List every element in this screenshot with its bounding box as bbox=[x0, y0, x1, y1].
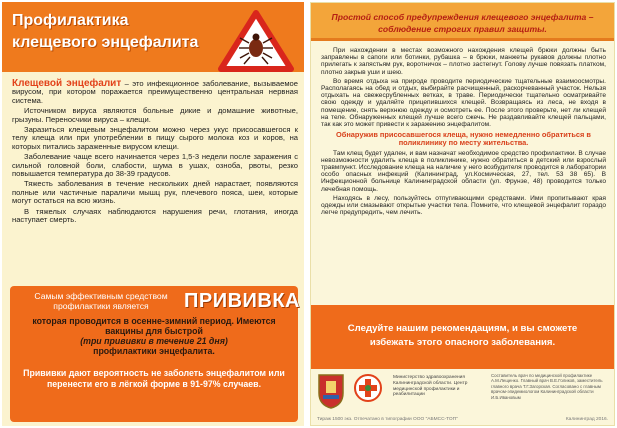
city-year-text: Калининград 2016. bbox=[565, 417, 608, 422]
credits-text: Составитель врач по медицинской профилактике А.М.Лещенко. Главный врач В.Е.Голиков, заместитель главного врача Т.Г.Загорская. Согласовано с главным врачом-эпидемиологом Калининградской области И.Б.Ивановым bbox=[491, 373, 603, 400]
vaccination-heading: ПРИВИВКА bbox=[184, 290, 301, 312]
left-header bbox=[2, 2, 304, 72]
recommendation-line1: Следуйте нашим рекомендациям, и вы сможете bbox=[347, 323, 578, 334]
paragraph-clinic: Там клещ будет удален, и вам назначат необходимое средство профилактики. В случае невозможности удалить клеща в поликлинике, нужно обратиться в детский или взрослый травмпункт. Исследование клеща на наличие у него возбудителя проводится в лаборатории особо опасных инфекций (Калининград, ул.Космическая, 27, тел. 53 38 65). В Инфекционной больнице Калининградской области (ул. Фрунзе, 48) проводится только лечебная помощь. bbox=[321, 149, 606, 193]
intro-paragraph bbox=[12, 80, 298, 105]
paragraph-repellents: Находясь в лесу, пользуйтесь отпугивающими средствами. Ими пропитывают края одежды или смазывают открытые участки тела. Помните, что клещевой энцефалит гораздо легче предупредить, чем лечить. bbox=[321, 194, 606, 217]
vaccination-three-shots: (три прививки в течение 21 дня) bbox=[80, 336, 228, 346]
recommendation-line2: избежать этого опасного заболевания. bbox=[369, 337, 556, 348]
right-header bbox=[311, 3, 614, 41]
paragraph-inspection: Во время отдыха на природе проводите периодические тщательные взаимоосмотры. Располагаясь на обед и отдых, выбирайте расчищенный, раскорчеванный участок. Нельзя отдыхать на свежесрубленных ветках, в траве. Периодически тщательно осматривайте свою одежду и удаляйте прицепившихся клещей. Возвращаясь из леса, не входя в помещение, снять верхнюю одежду и осмотреть ее. После этого проверьте, нет ли клещей на теле. Обнаруженных клещей лучше всего сжечь. Не раздавливайте клещей пальцами, так как это может привести к заражению энцефалитом. bbox=[321, 77, 606, 129]
left-body-text bbox=[12, 80, 298, 227]
vaccination-purpose: профилактики энцефалита. bbox=[93, 346, 215, 356]
vaccination-box bbox=[10, 286, 301, 422]
circulation-text: Тираж 1500 экз. Отпечатано в типографии ООО "АБМСС-ТОП" bbox=[317, 417, 458, 422]
paragraph-infection: Заразиться клещевым энцефалитом можно через укус присосавшегося к телу клеща или при употреблении в пищу сырого молока коз и коров, на которых питались зараженные вирусом клещи. bbox=[12, 125, 298, 151]
paragraph-symptoms: Заболевание чаще всего начинается через 1,5-3 недели после заражения с сильной головной боли, слабости, шума в ушах, озноба, рвоты, резко повышается температура до 38-39 градусов. bbox=[12, 152, 298, 179]
left-title-line2: клещевого энцефалита bbox=[12, 34, 199, 51]
right-panel bbox=[310, 2, 615, 426]
prevention-center-logo-icon bbox=[353, 373, 383, 403]
vaccination-efficacy: Прививки дают вероятность не заболеть энцефалитом или перенести его в лёгкой форме в 91-97% случаев. bbox=[23, 368, 285, 389]
recommendation-box bbox=[311, 305, 614, 369]
right-body-text bbox=[321, 47, 606, 218]
vaccination-intro: Самым эффективным средством профилактики является bbox=[34, 291, 168, 311]
right-header-line1: Простой способ предупреждения клещевого энцефалита – bbox=[331, 12, 594, 22]
intro-term: Клещевой энцефалит bbox=[12, 78, 122, 89]
intro-definition: – это инфекционное заболевание, вызываемое вирусом, при котором поражается преимущественно центральная нервная система. bbox=[12, 79, 298, 105]
footer bbox=[311, 369, 614, 425]
paragraph-severe-cases: В тяжелых случаях наблюдаются нарушения речи, глотания, иногда наступает смерть. bbox=[12, 206, 298, 225]
left-title-line1: Профилактика bbox=[12, 12, 129, 29]
vaccination-period: которая проводится в осенне-зимний период. Имеются вакцины для быстрой bbox=[32, 316, 276, 336]
paragraph-severity: Тяжесть заболевания в течение нескольких дней нарастает, появляются полные или частичные параличи мышц рук, плечевого пояса, шеи, которые могут остаться на всю жизнь. bbox=[12, 179, 298, 206]
coat-of-arms-icon bbox=[317, 373, 345, 409]
tick-warning-icon bbox=[218, 10, 294, 72]
left-panel bbox=[2, 2, 304, 426]
vaccination-schedule bbox=[14, 316, 294, 356]
right-header-line2: соблюдение строгих правил защиты. bbox=[378, 24, 547, 34]
ministry-text: Министерство здравоохранения Калининградской области. Центр медицинской профилактики и реабилитации bbox=[393, 375, 468, 398]
paragraph-clothing: При нахождении в местах возможного нахождения клещей брюки должны быть заправлены в сапоги или ботинки, рубашка – в брюки, манжеты рукавов должны плотно прилегать к запястьям рук, воротничок – плотно застегнут. Голову лучше повязать платком, плотно закрыв уши и шею. bbox=[321, 47, 606, 76]
warning-clinic: Обнаружив присосавшегося клеща, нужно немедленно обратиться в поликлинику по месту жительства. bbox=[336, 130, 591, 148]
paragraph-source: Источником вируса являются больные дикие и домашние животные, грызуны. Переносчики вируса – клещи. bbox=[12, 106, 298, 124]
